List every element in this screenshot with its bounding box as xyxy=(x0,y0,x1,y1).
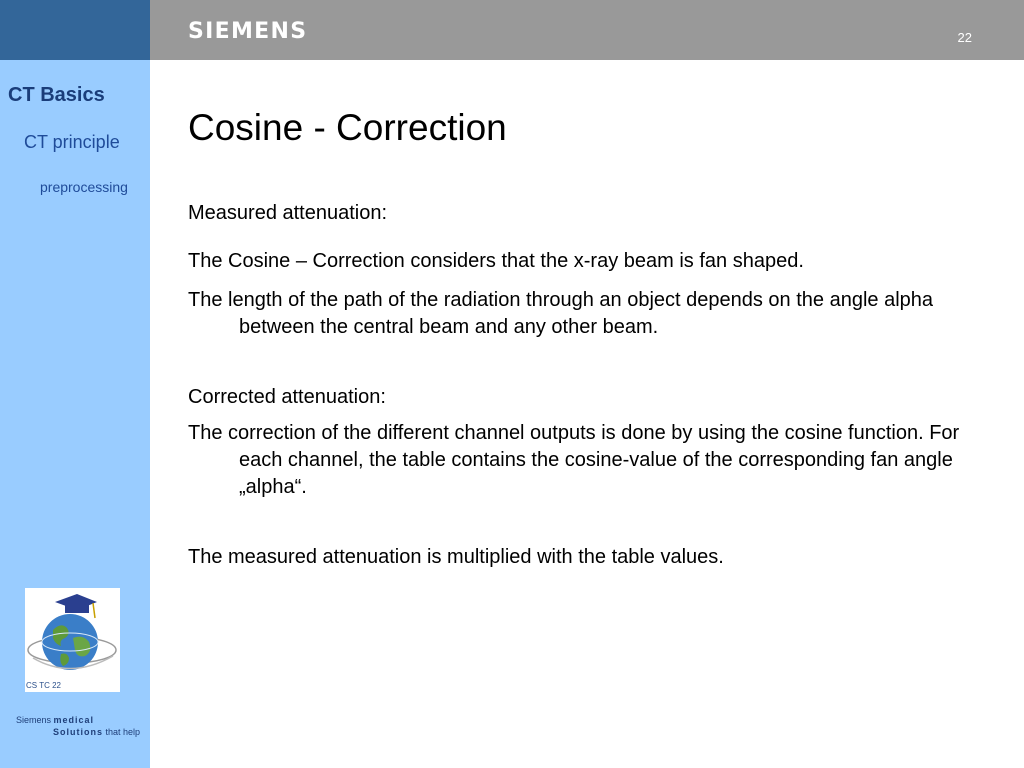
header-bar xyxy=(150,0,1024,60)
nav-item-preprocessing[interactable]: preprocessing xyxy=(40,179,128,195)
heading-corrected-attenuation: Corrected attenuation: xyxy=(188,386,386,408)
header-corner-block xyxy=(0,0,150,60)
slide-body xyxy=(188,200,968,571)
tagline-solutions: Solutions xyxy=(53,727,103,737)
nav-item-ct-principle[interactable]: CT principle xyxy=(24,132,120,152)
slide-number: 22 xyxy=(957,30,972,45)
paragraph-multiplied: The measured attenuation is multiplied with the table values. xyxy=(188,546,724,568)
slide-title: Cosine - Correction xyxy=(188,107,507,148)
brand-logo: SIEMENS xyxy=(188,19,308,44)
graduation-globe-icon xyxy=(25,588,120,692)
paragraph-fan-shaped: The Cosine – Correction considers that the x-ray beam is fan shaped. xyxy=(188,250,804,272)
siemens-medical-tagline xyxy=(16,714,140,738)
sidebar xyxy=(0,60,150,768)
tagline-that-help: that help xyxy=(105,727,141,737)
logo-caption: CS TC 22 xyxy=(26,681,61,690)
tagline-medical: medical xyxy=(53,715,95,725)
paragraph-path-length: The length of the path of the radiation through an object depends on the angle alpha between the central beam and any other beam. xyxy=(188,289,934,338)
tagline-line2 xyxy=(16,726,140,738)
paragraph-cosine-function: The correction of the different channel outputs is done by using the cosine function. For each channel, the table contains the cosine-value of the corresponding fan angle „alpha“. xyxy=(188,422,960,498)
heading-measured-attenuation: Measured attenuation: xyxy=(188,202,388,224)
tagline-siemens: Siemens xyxy=(16,715,52,725)
nav-item-ct-basics[interactable]: CT Basics xyxy=(8,84,105,106)
